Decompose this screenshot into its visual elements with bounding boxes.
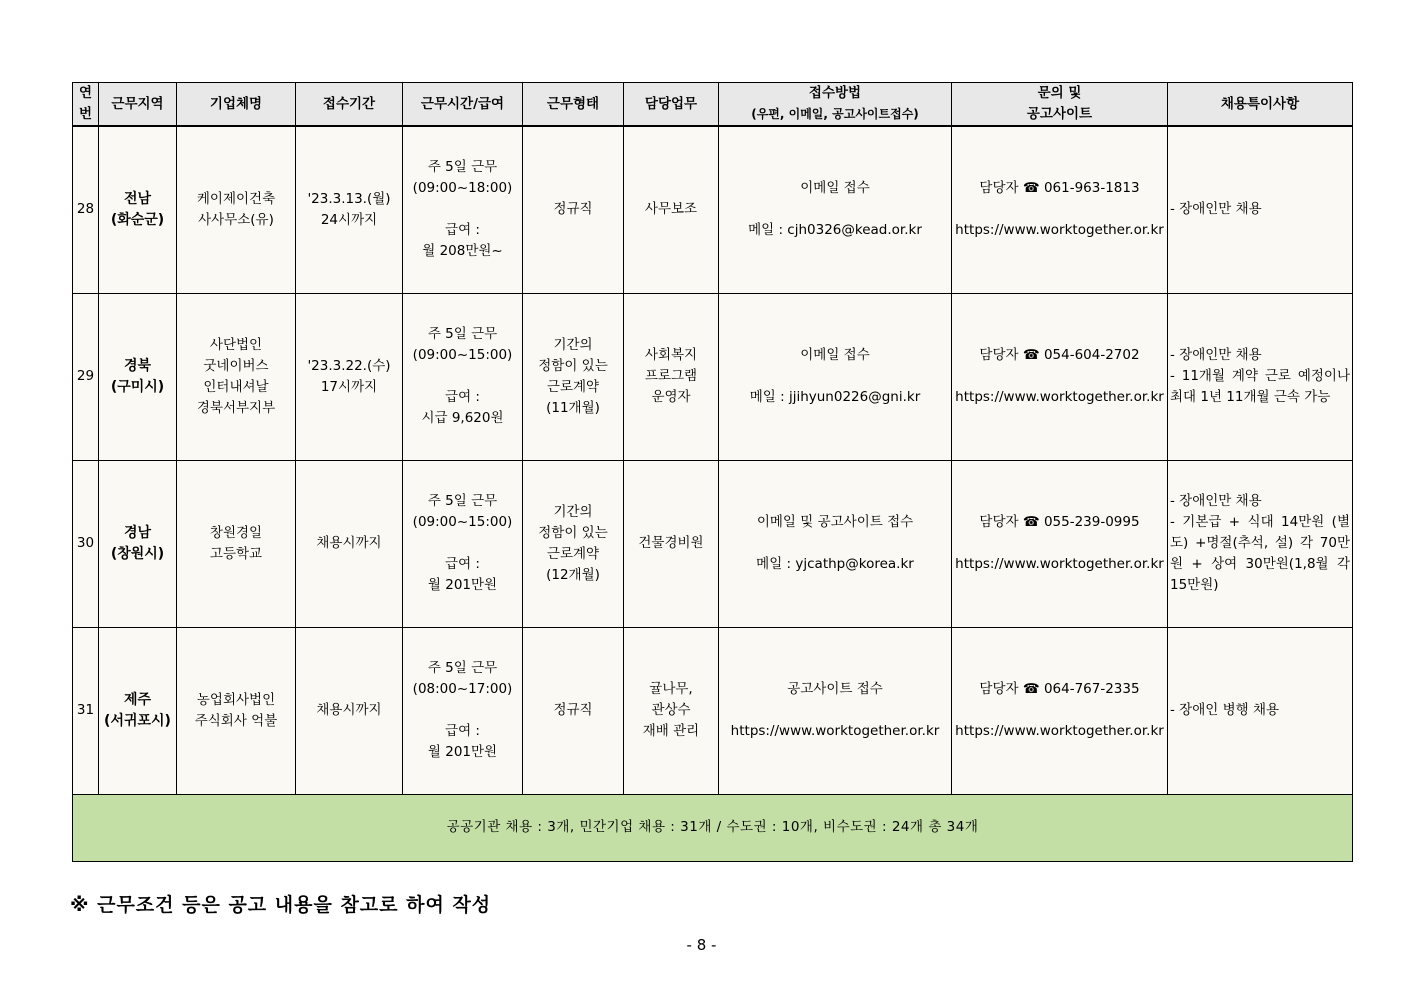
method-label: 이메일 접수	[800, 180, 870, 197]
work-type: 기간의 정함이 있는 근로계약 (11개월)	[523, 293, 624, 460]
method-email[interactable]: 메일 : jjihyun0226@gni.kr	[749, 389, 921, 405]
notes-cell	[1168, 293, 1353, 460]
header-notes: 채용특이사항	[1168, 83, 1353, 127]
region-sub: (서귀포시)	[104, 712, 171, 729]
method-site-link[interactable]: https://www.worktogether.or.kr	[730, 723, 940, 739]
hours-pay-cell	[403, 460, 523, 627]
company-name: 사단법인 굿네이버스 인터내셔날 경북서부지부	[177, 293, 296, 460]
application-period: '23.3.22.(수) 17시까지	[296, 293, 403, 460]
row-number: 29	[73, 293, 99, 460]
header-region: 근무지역	[99, 83, 177, 127]
region-sub: (구미시)	[110, 378, 165, 395]
region-name: 제주	[123, 691, 152, 708]
table-row	[73, 460, 1353, 627]
notes-item: - 장애인만 채용	[1170, 493, 1262, 509]
contact-cell	[952, 627, 1168, 794]
table-row	[73, 126, 1353, 293]
method-label: 이메일 접수	[800, 347, 870, 363]
method-cell	[719, 126, 952, 293]
method-cell	[719, 460, 952, 627]
job-listing-table	[72, 82, 1353, 862]
company-name: 창원경일 고등학교	[177, 460, 296, 627]
method-email[interactable]: 메일 : yjcathp@korea.kr	[756, 556, 914, 572]
region-name: 경남	[123, 524, 152, 541]
work-schedule: 주 5일 근무 (08:00~17:00)	[412, 660, 513, 697]
company-name: 케이제이건축 사사무소(유)	[177, 126, 296, 293]
hours-pay-cell	[403, 293, 523, 460]
contact-phone: 담당자 ☎ 054-604-2702	[979, 347, 1140, 363]
header-hours-pay: 근무시간/급여	[403, 83, 523, 127]
work-schedule: 주 5일 근무 (09:00~15:00)	[412, 493, 513, 530]
contact-site-link[interactable]: https://www.worktogether.or.kr	[955, 723, 1164, 739]
duty: 사회복지 프로그램 운영자	[624, 293, 719, 460]
header-method-label: 접수방법	[808, 85, 862, 101]
hours-pay-cell	[403, 627, 523, 794]
contact-phone: 담당자 ☎ 055-239-0995	[979, 514, 1140, 530]
header-contact: 문의 및 공고사이트	[952, 83, 1168, 127]
table-row	[73, 627, 1353, 794]
method-cell	[719, 293, 952, 460]
application-period: 채용시까지	[296, 627, 403, 794]
region-name: 전남	[123, 190, 152, 207]
notes-item: - 장애인만 채용	[1170, 347, 1262, 363]
work-schedule: 주 5일 근무 (09:00~15:00)	[412, 326, 513, 363]
contact-cell	[952, 293, 1168, 460]
notes-cell	[1168, 126, 1353, 293]
header-number: 연 번	[73, 83, 99, 127]
work-type: 정규직	[523, 126, 624, 293]
row-number: 28	[73, 126, 99, 293]
hours-pay-cell	[403, 126, 523, 293]
work-schedule: 주 5일 근무 (09:00~18:00)	[412, 159, 513, 197]
contact-site-link[interactable]: https://www.worktogether.or.kr	[955, 389, 1164, 405]
method-cell	[719, 627, 952, 794]
method-email[interactable]: 메일 : cjh0326@kead.or.kr	[748, 222, 922, 239]
summary-text: 공공기관 채용 : 3개, 민간기업 채용 : 31개 / 수도권 : 10개, 비수도권 : 24개 총 34개	[73, 794, 1353, 861]
method-label: 이메일 및 공고사이트 접수	[756, 514, 914, 530]
row-number: 30	[73, 460, 99, 627]
duty: 사무보조	[624, 126, 719, 293]
notes-item: - 11개월 계약 근로 예정이나 최대 1년 11개월 근속 가능	[1170, 368, 1350, 405]
region-cell	[99, 126, 177, 293]
company-name: 농업회사법인 주식회사 억불	[177, 627, 296, 794]
contact-phone: 담당자 ☎ 064-767-2335	[979, 681, 1140, 697]
notes-cell	[1168, 627, 1353, 794]
header-method	[719, 83, 952, 127]
duty: 귤나무, 관상수 재배 관리	[624, 627, 719, 794]
contact-phone: 담당자 ☎ 061-963-1813	[979, 180, 1140, 197]
page-number: - 8 -	[686, 936, 717, 954]
pay-value: 월 201만원	[427, 744, 498, 760]
table-row	[73, 293, 1353, 460]
footnote: ※ 근무조건 등은 공고 내용을 참고로 하여 작성	[70, 894, 492, 916]
header-company: 기업체명	[177, 83, 296, 127]
header-method-sub: (우편, 이메일, 공고사이트접수)	[751, 107, 919, 121]
pay-value: 월 208만원~	[422, 243, 503, 260]
contact-site-link[interactable]: https://www.worktogether.or.kr	[955, 556, 1164, 572]
pay-label: 급여 :	[445, 723, 480, 739]
notes-cell	[1168, 460, 1353, 627]
pay-label: 급여 :	[445, 556, 480, 572]
notes-item: - 기본급 + 식대 14만원 (별도) +명절(추석, 설) 각 70만원 + 상여 30만원(1,8월 각 15만원)	[1170, 514, 1350, 593]
method-label: 공고사이트 접수	[787, 681, 883, 697]
header-duty: 담당업무	[624, 83, 719, 127]
contact-site-link[interactable]: https://www.worktogether.or.kr	[955, 222, 1164, 239]
pay-value: 시급 9,620원	[421, 410, 504, 426]
region-cell	[99, 460, 177, 627]
work-type: 기간의 정함이 있는 근로계약 (12개월)	[523, 460, 624, 627]
region-name: 경북	[123, 357, 152, 374]
pay-label: 급여 :	[445, 389, 480, 405]
application-period: 채용시까지	[296, 460, 403, 627]
duty: 건물경비원	[624, 460, 719, 627]
application-period: '23.3.13.(월) 24시까지	[296, 126, 403, 293]
work-type: 정규직	[523, 627, 624, 794]
region-sub: (화순군)	[110, 211, 165, 228]
header-work-type: 근무형태	[523, 83, 624, 127]
notes-item: - 장애인 병행 채용	[1170, 702, 1280, 718]
row-number: 31	[73, 627, 99, 794]
contact-cell	[952, 460, 1168, 627]
summary-row	[73, 794, 1353, 861]
region-cell	[99, 293, 177, 460]
pay-label: 급여 :	[445, 222, 480, 239]
table-header	[73, 83, 1353, 127]
contact-cell	[952, 126, 1168, 293]
header-period: 접수기간	[296, 83, 403, 127]
notes-item: - 장애인만 채용	[1170, 201, 1262, 218]
pay-value: 월 201만원	[427, 577, 498, 593]
region-cell	[99, 627, 177, 794]
region-sub: (창원시)	[110, 545, 165, 562]
